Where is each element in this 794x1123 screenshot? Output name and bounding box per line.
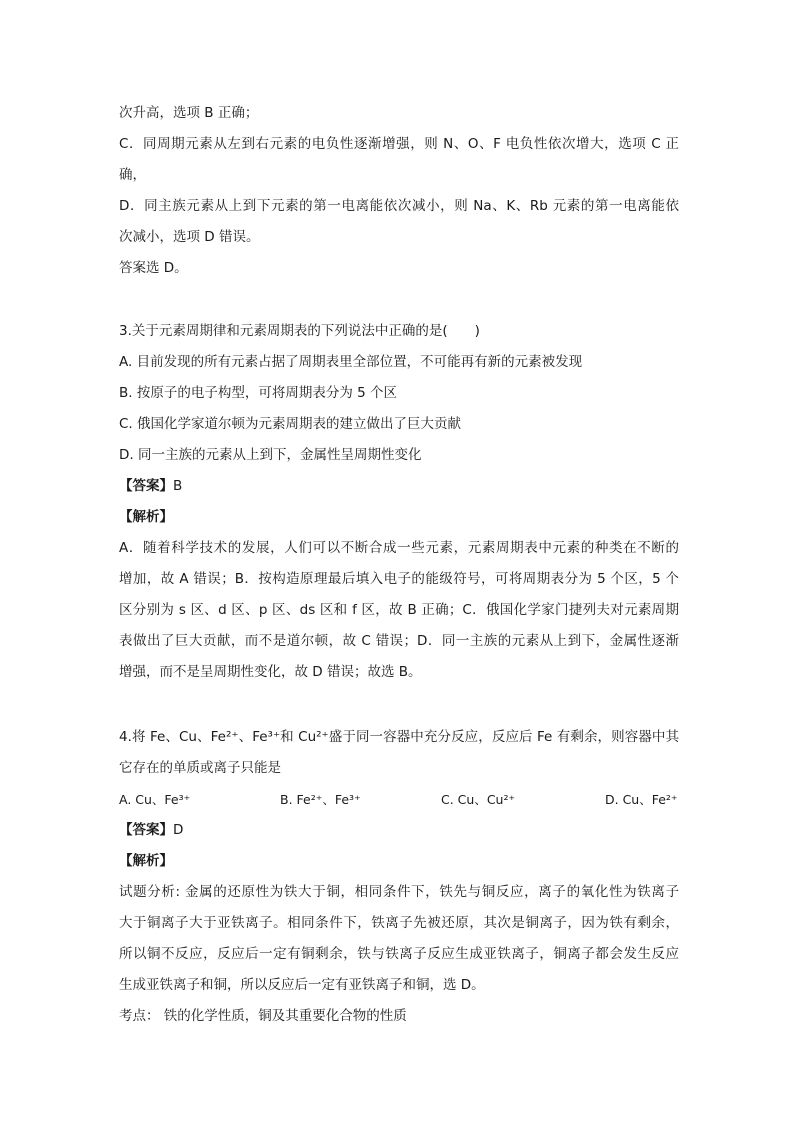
q4-answer [119,821,679,839]
q4-analysis-line-2: 大于铜离子大于亚铁离子。相同条件下，铁离子先被还原，其次是铜离子，因为铁有剩余， [119,915,679,931]
q4-options [119,790,679,808]
q2-tail-line-3: 确， [119,167,146,183]
q4-analysis-label: 【解析】 [119,853,173,869]
q3-answer-value: B [173,478,183,494]
q3-answer [119,477,679,495]
q4-stem-line-1: 4.将 Fe、Cu、Fe²⁺、Fe³⁺和 Cu²⁺盛于同一容器中充分反应，反应后 Fe 有剩余，则容器中其 [119,729,679,745]
q4-answer-tag: 【答案】 [119,822,173,838]
q3-analysis-line-3: 区分别为 s 区、d 区、p 区、ds 区和 f 区，故 B 正确；C．俄国化学家门捷列夫对元素周期 [119,602,679,618]
q3-analysis-line-2: 增加，故 A 错误；B．按构造原理最后填入电子的能级符号，可将周期表分为 5 个区，5 个 [119,571,679,587]
q3-option-d: D. 同一主族的元素从上到下，金属性呈周期性变化 [119,447,422,463]
q3-analysis-line-1: A．随着科学技术的发展，人们可以不断合成一些元素，元素周期表中元素的种类在不断的 [119,540,679,556]
q4-stem-line-2: 它存在的单质或离子只能是 [119,760,281,776]
q3-analysis-line-4: 表做出了巨大贡献，而不是道尔顿，故 C 错误；D．同一主族的元素从上到下，金属性逐渐 [119,633,679,649]
q4-analysis-line-1: 试题分析: 金属的还原性为铁大于铜，相同条件下，铁先与铜反应，离子的氧化性为铁离子 [119,884,679,900]
q4-option-a: A. Cu、Fe³⁺ [119,792,191,807]
q3-analysis-line-5: 增强，而不是呈周期性变化，故 D 错误；故选 B。 [119,664,422,680]
q2-tail-line-5: 次减小，选项 D 错误。 [119,229,260,245]
q4-analysis-line-3: 所以铜不反应，反应后一定有铜剩余，铁与铁离子反应生成亚铁离子，铜离子都会发生反应 [119,946,679,962]
q4-answer-value: D [173,822,184,838]
q4-option-b: B. Fe²⁺、Fe³⁺ [280,792,361,807]
q3-option-a: A. 目前发现的所有元素占据了周期表里全部位置，不可能再有新的元素被发现 [119,354,583,370]
q2-tail-line-2: C．同周期元素从左到右元素的电负性逐渐增强，则 N、O、F 电负性依次增大，选项 C 正 [119,136,679,152]
q2-tail-line-1: 次升高，选项 B 正确； [119,105,259,121]
q4-analysis-line-4: 生成亚铁离子和铜，所以反应后一定有亚铁离子和铜，选 D。 [119,977,485,993]
q2-tail-line-4: D．同主族元素从上到下元素的第一电离能依次减小，则 Na、K、Rb 元素的第一电离能依 [119,198,679,214]
q4-option-c: C. Cu、Cu²⁺ [441,792,516,807]
q4-kaodian: 考点： 铁的化学性质，铜及其重要化合物的性质 [119,1008,407,1024]
q3-analysis-tag [119,508,679,526]
q3-analysis-label: 【解析】 [119,509,173,525]
q4-analysis-tag [119,852,679,870]
q3-stem: 3.关于元素周期律和元素周期表的下列说法中正确的是( ) [119,323,480,339]
q3-option-c: C. 俄国化学家道尔顿为元素周期表的建立做出了巨大贡献 [119,416,462,432]
q4-option-d: D. Cu、Fe²⁺ [605,792,678,807]
q2-answer-line: 答案选 D。 [119,260,188,276]
q3-answer-tag: 【答案】 [119,478,173,494]
q3-option-b: B. 按原子的电子构型，可将周期表分为 5 个区 [119,385,398,401]
